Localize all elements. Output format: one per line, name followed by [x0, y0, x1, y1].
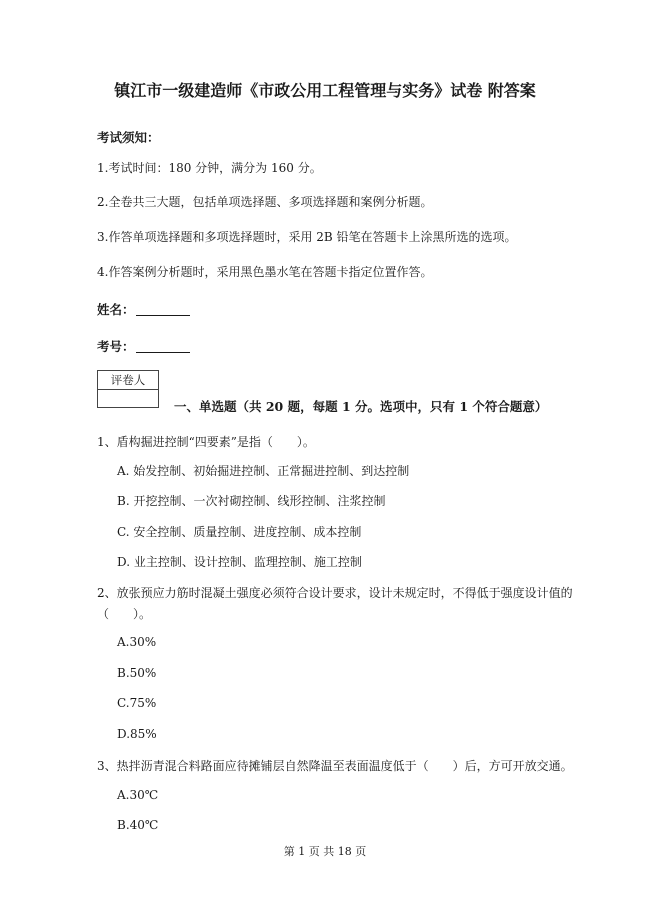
question-option[interactable]: A. 始发控制、初始掘进控制、正常掘进控制、到达控制: [117, 464, 410, 478]
question-option[interactable]: B.50%: [117, 666, 157, 680]
exam-id-label: 考号：: [97, 339, 135, 354]
notice-item: 4.作答案例分析题时，采用黑色墨水笔在答题卡指定位置作答。: [97, 265, 433, 279]
notice-item: 1.考试时间：180 分钟，满分为 160 分。: [97, 161, 322, 175]
question-option[interactable]: D.85%: [117, 727, 157, 741]
question-option[interactable]: D. 业主控制、设计控制、监理控制、施工控制: [117, 555, 362, 569]
question-option[interactable]: B.40℃: [117, 818, 159, 832]
notice-item: 3.作答单项选择题和多项选择题时，采用 2B 铅笔在答题卡上涂黑所选的选项。: [97, 230, 517, 244]
section-heading: 一、单选题（共 20 题，每题 1 分。选项中，只有 1 个符合题意）: [174, 399, 548, 414]
question-stem-continuation: （ ）。: [97, 607, 152, 621]
grader-box: [97, 370, 159, 408]
page-footer: 第 1 页 共 18 页: [283, 845, 367, 858]
question-option[interactable]: A.30%: [117, 635, 157, 649]
document-title: 镇江市一级建造师《市政公用工程管理与实务》试卷 附答案: [114, 81, 536, 100]
question-option[interactable]: C. 安全控制、质量控制、进度控制、成本控制: [117, 525, 362, 539]
exam-id-blank[interactable]: [136, 340, 190, 353]
question-stem: 2、放张预应力筋时混凝土强度必须符合设计要求，设计未规定时，不得低于强度设计值的: [97, 586, 573, 600]
name-label: 姓名：: [97, 302, 135, 317]
question-stem: 3、热拌沥青混合料路面应待摊铺层自然降温至表面温度低于（ ）后，方可开放交通。: [97, 759, 573, 773]
notice-item: 2.全卷共三大题，包括单项选择题、多项选择题和案例分析题。: [97, 195, 433, 209]
name-blank[interactable]: [136, 303, 190, 316]
question-stem: 1、盾构掘进控制“四要素”是指（ ）。: [97, 435, 315, 449]
exam-id-field[interactable]: [97, 337, 190, 355]
question-option[interactable]: A.30℃: [117, 788, 159, 802]
question-option[interactable]: C.75%: [117, 696, 157, 710]
question-option[interactable]: B. 开挖控制、一次衬砌控制、线形控制、注浆控制: [117, 494, 386, 508]
grader-label: 评卷人: [98, 371, 158, 390]
notice-heading: 考试须知：: [97, 130, 160, 145]
name-field[interactable]: [97, 300, 190, 318]
